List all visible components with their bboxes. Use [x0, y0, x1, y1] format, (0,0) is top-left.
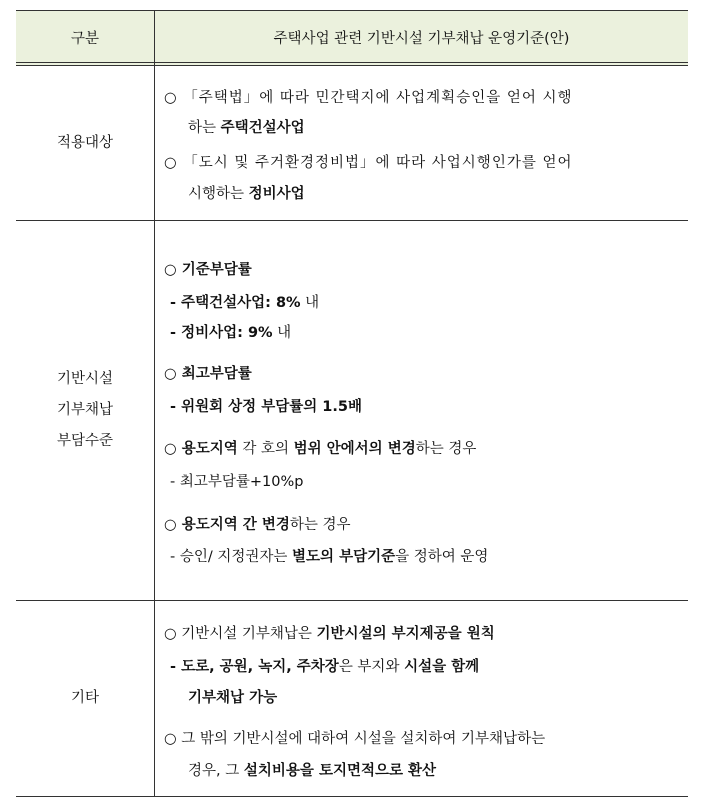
scope-item-2-line1: ○ 「도시 및 주거환경정비법」에 따라 사업시행인가를 얻어	[164, 155, 573, 171]
land-line2: 기부채납 가능	[188, 690, 278, 706]
other-line2: 경우, 그 설치비용을 토지면적으로 환산	[188, 763, 437, 779]
row-label-line: 기부채납	[56, 402, 114, 418]
principle-line: ○ 기반시설 기부채납은 기반시설의 부지제공을 원칙	[164, 626, 495, 642]
land-line1: - 도로, 공원, 녹지, 주차장은 부지와 시설을 함께	[170, 659, 480, 675]
row-label-line: 적용대상	[56, 134, 114, 151]
zone-between-item: - 승인/ 지정권자는 별도의 부담기준을 정하여 운영	[170, 549, 489, 565]
standard-rate-title: ○ 기준부담률	[164, 262, 252, 278]
zone-within-item: - 최고부담률+10%p	[170, 474, 304, 490]
row-label-line: 기타	[70, 690, 99, 706]
other-line1: ○ 그 밖의 기반시설에 대하여 시설을 설치하여 기부채납하는	[164, 731, 546, 747]
row-label-other	[16, 601, 154, 796]
zone-within-title: ○ 용도지역 각 호의 범위 안에서의 변경하는 경우	[164, 441, 477, 457]
max-rate-title: ○ 최고부담률	[164, 366, 252, 382]
row-label-scope	[16, 66, 154, 220]
scope-item-2-line2: 시행하는 정비사업	[188, 186, 305, 202]
row-label-line: 부담수준	[56, 433, 114, 449]
standard-rate-housing: - 주택건설사업: 8% 내	[170, 295, 320, 311]
scope-item-1-line2: 하는 주택건설사업	[188, 120, 305, 136]
header-col-category: 구분	[70, 31, 99, 47]
table-bottom-rule	[16, 796, 688, 797]
row-label-line: 기반시설	[56, 371, 114, 387]
max-rate-item: - 위원회 상정 부담률의 1.5배	[170, 399, 362, 415]
column-divider	[154, 10, 155, 797]
row-label-burden	[16, 221, 154, 600]
zone-between-title: ○ 용도지역 간 변경하는 경우	[164, 517, 351, 533]
scope-item-1-line1: ○ 「주택법」에 따라 민간택지에 사업계획승인을 얻어 시행	[164, 90, 573, 106]
standard-rate-redevelopment: - 정비사업: 9% 내	[170, 325, 292, 341]
header-col-title: 주택사업 관련 기반시설 기부채납 운영기준(안)	[273, 31, 570, 47]
